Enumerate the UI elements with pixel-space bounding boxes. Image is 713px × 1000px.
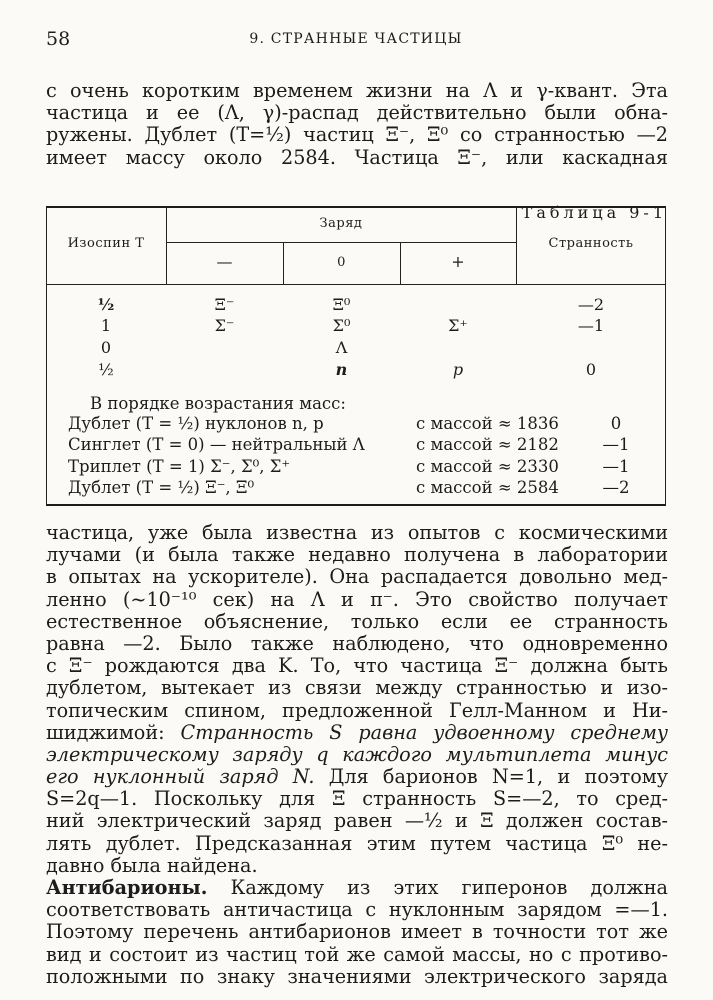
cell-charge-zero: Σ⁰	[332, 316, 351, 335]
header-charge-minus: —	[216, 252, 233, 271]
text-line: равна —2. Было также наблюдено, что одновременно	[46, 631, 668, 655]
header-charge: Заряд	[319, 216, 363, 231]
summary-text: Триплет (T = 1) Σ⁻, Σ⁰, Σ⁺	[68, 457, 291, 476]
summary-mass: с массой ≈ 2584	[416, 478, 559, 497]
text-line: Поэтому перечень антибарионов имеет в точности тот же	[46, 920, 668, 944]
italic-span: его нуклонный заряд N.	[46, 765, 315, 789]
text-line: ний электрический заряд равен —½ и Ξ должен состав-	[46, 809, 668, 833]
section-heading: Антибарионы.	[46, 876, 208, 899]
text-line: соответствовать античастица с нуклонным зарядом =—1.	[46, 898, 668, 922]
summary-mass: с массой ≈ 2182	[416, 435, 559, 454]
text-line: в опытах на ускорителе). Она распадается довольно мед-	[46, 565, 668, 589]
table-caption: Таблица 9-1	[521, 203, 667, 222]
header-isospin: Изоспин T	[67, 236, 145, 251]
table-rule	[166, 242, 516, 243]
cell-charge-plus: p	[452, 360, 464, 379]
text-line: с очень коротким временем жизни на Λ и γ-квант. Эта	[46, 79, 668, 102]
text-line	[46, 877, 668, 899]
text-line: дублетом, вытекает из связи между странностью и изо-	[46, 676, 668, 700]
text-line: с Ξ⁻ рождаются два K. То, что частица Ξ⁻ должна быть	[46, 654, 668, 678]
cell-strangeness: —2	[577, 295, 605, 314]
summary-mass: с массой ≈ 1836	[416, 414, 559, 433]
text-span: шиджимой:	[46, 720, 181, 744]
text-line: топическим спином, предложенной Гелл-Манном и Ни-	[46, 698, 668, 722]
summary-strangeness: —2	[602, 478, 630, 497]
header-charge-zero: 0	[337, 255, 346, 270]
text-line: частица, уже была известна из опытов с космическими	[46, 521, 668, 544]
table-border-right	[665, 206, 666, 506]
cell-strangeness: 0	[585, 360, 597, 379]
summary-strangeness: —1	[602, 457, 630, 476]
summary-text: Дублет (T = ½) Ξ⁻, Ξ⁰	[68, 478, 255, 497]
text-span: Каждому из этих гиперонов должна	[207, 876, 668, 899]
text-line: положными по знаку значениями электрического заряда	[46, 964, 668, 988]
text-line: имеет массу около 2584. Частица Ξ⁻, или каскадная	[46, 145, 668, 169]
cell-charge-zero: Ξ⁰	[332, 295, 351, 314]
cell-charge-zero: n	[335, 360, 348, 379]
text-line: частица и ее (Λ, γ)-распад действительно были обна-	[46, 101, 668, 125]
text-line: ленно (~10⁻¹⁰ сек) на Λ и π⁻. Это свойство получает	[46, 587, 668, 611]
text-line: ружены. Дублет (T=½) частиц Ξ⁻, Ξ⁰ со странностью —2	[46, 123, 668, 147]
running-title: 9. СТРАННЫЕ ЧАСТИЦЫ	[249, 31, 463, 47]
cell-charge-plus: Σ⁺	[448, 316, 468, 335]
italic-span: Странность S равна удвоенному среднему	[180, 720, 668, 744]
page-header	[44, 28, 668, 54]
summary-strangeness: —1	[602, 435, 630, 454]
cell-strangeness: —1	[577, 316, 605, 335]
cell-isospin: 0	[100, 338, 112, 357]
text-span: Для барионов N=1, и поэтому	[314, 765, 668, 789]
summary-mass: с массой ≈ 2330	[416, 457, 559, 476]
intro-paragraph	[46, 80, 668, 169]
page-number: 58	[46, 28, 71, 50]
cell-isospin: ½	[97, 295, 115, 314]
summary-text: Синглет (T = 0) — нейтральный Λ	[68, 435, 365, 454]
text-line: вид и состоит из частиц той же самой массы, но с противо-	[46, 942, 668, 966]
summary-text: Дублет (T = ½) нуклонов n, p	[68, 414, 324, 433]
header-charge-plus: +	[451, 252, 465, 271]
text-line: S=2q—1. Поскольку для Ξ странность S=—2, то сред-	[46, 787, 668, 811]
cell-isospin: 1	[100, 316, 112, 335]
body-text	[46, 522, 668, 988]
cell-charge-minus: Σ⁻	[214, 316, 235, 335]
cell-isospin: ½	[98, 360, 114, 379]
summary-title: В порядке возрастания масс:	[90, 394, 346, 413]
text-line: давно была найдена.	[46, 853, 258, 877]
text-line: лучами (и была также недавно получена в лаборатории	[46, 543, 668, 567]
table-rule	[46, 284, 666, 285]
text-line: электрическому заряду q каждого мультиплета минус	[46, 742, 668, 766]
summary-strangeness: 0	[610, 414, 622, 433]
text-line	[46, 722, 668, 744]
cell-charge-minus: Ξ⁻	[214, 295, 235, 314]
text-line: лять дублет. Предсказанная этим путем частица Ξ⁰ не-	[46, 831, 668, 855]
cell-charge-zero: Λ	[335, 338, 348, 357]
text-line: естественное объяснение, только если ее странность	[46, 609, 668, 633]
table-9-1	[46, 206, 666, 506]
text-line	[46, 766, 668, 788]
header-strangeness: Странность	[548, 236, 634, 251]
